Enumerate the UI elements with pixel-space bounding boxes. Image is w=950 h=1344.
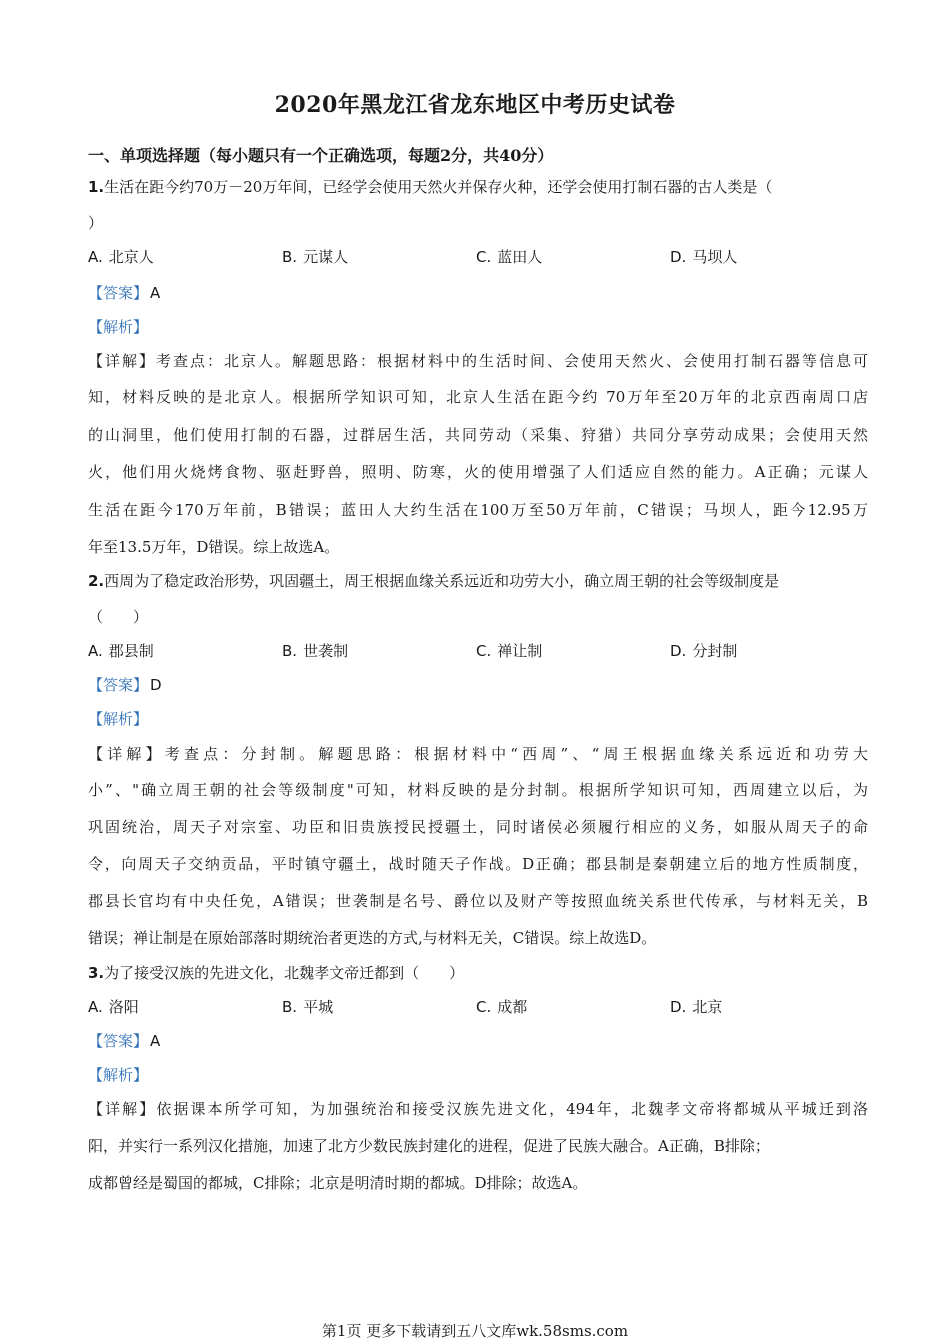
question-2-stem-line-2: （ ）: [88, 608, 149, 626]
question-1-stem-line-2: ）: [88, 214, 104, 232]
question-2-option-a: A. 郡县制: [88, 642, 154, 660]
question-1-stem-line-1: 1.生活在距今约70万－20万年间，已经学会使用天然火并保存火种，还学会使用打制石器的古人类是（: [88, 178, 773, 196]
question-2-detail-line-1: 【详解】考查点：分封制。解题思路：根据材料中“西周”、“周王根据血缘关系远近和功劳大: [88, 745, 868, 763]
question-2-answer: 【答案】 D: [88, 676, 162, 694]
question-1-option-b: B. 元谋人: [282, 248, 349, 266]
question-1-detail-line-5: 生活在距今170万年前，B错误；蓝田人大约生活在100万至50万年前，C错误；马坝人，距今12.95万: [88, 501, 868, 519]
question-2-analysis-tag: 【解析】: [88, 710, 149, 728]
question-3-option-c: C. 成都: [476, 998, 528, 1016]
question-1-detail-line-2: 知，材料反映的是北京人。根据所学知识可知，北京人生活在距今约 70万年至20万年的北京西南周口店: [88, 388, 868, 406]
page-title: 2020年黑龙江省龙东地区中考历史试卷: [274, 92, 676, 118]
question-2-stem-line-1: 2.西周为了稳定政治形势，巩固疆土，周王根据血缘关系远近和功劳大小，确立周王朝的社会等级制度是: [88, 572, 780, 590]
question-3-option-a: A. 洛阳: [88, 998, 139, 1016]
question-1-number: 1.: [88, 178, 105, 196]
question-3-option-b: B. 平城: [282, 998, 334, 1016]
question-1-option-a: A. 北京人: [88, 248, 154, 266]
question-3-detail-line-2: 阳，并实行一系列汉化措施，加速了北方少数民族封建化的进程，促进了民族大融合。A正确，B排除；: [88, 1137, 770, 1155]
question-3-detail-line-3: 成都曾经是蜀国的都城，C排除；北京是明清时期的都城。D排除；故选A。: [88, 1174, 588, 1192]
question-3-number: 3.: [88, 964, 105, 982]
question-2-number: 2.: [88, 572, 105, 590]
question-2-option-b: B. 世袭制: [282, 642, 349, 660]
question-2-option-d: D. 分封制: [670, 642, 738, 660]
question-2-detail-line-3: 巩固统治，周天子对宗室、功臣和旧贵族授民授疆土，同时诸侯必须履行相应的义务，如服从周天子的命: [88, 818, 868, 836]
question-1-detail-line-4: 火，他们用火烧烤食物、驱赶野兽，照明、防寒，火的使用增强了人们适应自然的能力。A正确；元谋人: [88, 463, 868, 481]
question-3-stem-line-1: 3.为了接受汉族的先进文化，北魏孝文帝迁都到（ ）: [88, 964, 465, 982]
question-2-detail-line-2: 小”、"确立周王朝的社会等级制度"可知，材料反映的是分封制。根据所学知识可知，西周建立以后，为: [88, 781, 868, 799]
question-2-option-c: C. 禅让制: [476, 642, 543, 660]
question-2-detail-line-6: 错误；禅让制是在原始部落时期统治者更迭的方式,与材料无关，C错误。综上故选D。: [88, 929, 657, 947]
question-2-detail-line-4: 令，向周天子交纳贡品，平时镇守疆土，战时随天子作战。D正确；郡县制是秦朝建立后的地方性质制度，: [88, 855, 868, 873]
question-1-option-c: C. 蓝田人: [476, 248, 543, 266]
page-footer: 第1页 更多下载请到五八文库wk.58sms.com: [321, 1322, 629, 1340]
question-1-detail-line-3: 的山洞里，他们使用打制的石器，过群居生活，共同劳动（采集、狩猎）共同分享劳动成果；会使用天然: [88, 426, 868, 444]
question-2-detail-line-5: 郡县长官均有中央任免，A错误；世袭制是名号、爵位以及财产等按照血统关系世代传承，与材料无关，B: [88, 892, 868, 910]
question-1-analysis-tag: 【解析】: [88, 318, 149, 336]
question-1-answer: 【答案】 A: [88, 284, 161, 302]
question-1-option-d: D. 马坝人: [670, 248, 738, 266]
question-3-detail-line-1: 【详解】依据课本所学可知，为加强统治和接受汉族先进文化，494年，北魏孝文帝将都城从平城迁到洛: [88, 1100, 868, 1118]
question-3-option-d: D. 北京: [670, 998, 723, 1016]
question-1-detail-line-6: 年至13.5万年，D错误。综上故选A。: [88, 538, 340, 556]
question-3-answer: 【答案】 A: [88, 1032, 161, 1050]
question-3-analysis-tag: 【解析】: [88, 1066, 149, 1084]
question-1-detail-line-1: 【详解】考查点：北京人。解题思路：根据材料中的生活时间、会使用天然火、会使用打制石器等信息可: [88, 352, 868, 370]
section-heading: 一、单项选择题（每小题只有一个正确选项，每题2分，共40分）: [88, 146, 554, 165]
